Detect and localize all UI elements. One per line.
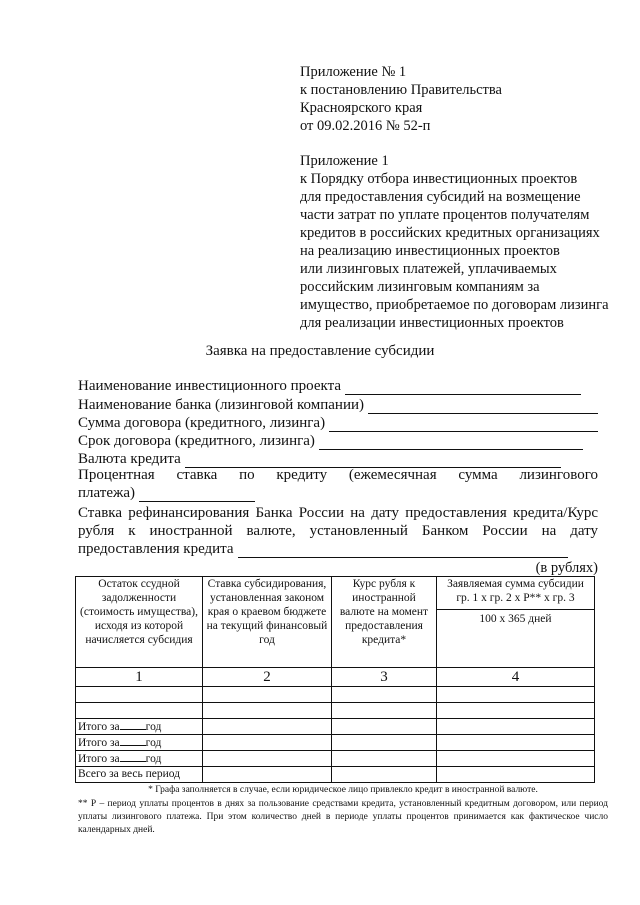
word: на (541, 523, 557, 539)
column-number: 2 (203, 668, 332, 687)
contract-sum-field[interactable] (78, 414, 598, 432)
total-year-cell (76, 719, 203, 735)
table-cell[interactable] (203, 735, 332, 751)
word: ставка (176, 467, 218, 483)
word: по (239, 467, 255, 483)
interest-rate-field[interactable] (78, 484, 255, 502)
word: иностранной (149, 523, 233, 539)
approval-line: Приложение № 1 (300, 64, 407, 80)
total-year-label: год (145, 753, 162, 765)
approval-line: Приложение 1 (300, 153, 389, 169)
field-label: Сумма договора (кредитного, лизинга) (78, 415, 326, 431)
approval-line: для предоставления субсидий на возмещение (300, 189, 581, 205)
interest-rate-label (78, 466, 598, 484)
refinancing-label-line1 (78, 504, 598, 522)
field-label: Срок договора (кредитного, лизинга) (78, 433, 315, 449)
approval-line: на реализацию инвестиционных проектов (300, 243, 560, 259)
approval-line: от 09.02.2016 № 52-п (300, 118, 431, 134)
word: дату (371, 505, 399, 521)
footnote-period: ** Р – период уплаты процентов в днях за пользование средствами кредита, установленный кредитным договором, или период уплаты лизингового платежа. При этом количество дней в периоде уплаты процентов принимается как фактическое число календарных дней. (78, 799, 608, 835)
project-name-blank[interactable] (345, 380, 581, 395)
table-cell[interactable] (332, 767, 437, 783)
table-cell[interactable] (203, 703, 332, 719)
word: кредиту (276, 467, 328, 483)
column-numbers-row (76, 668, 595, 687)
contract-term-blank[interactable] (319, 435, 583, 450)
total-year-cell (76, 751, 203, 767)
total-label: Итого за (78, 737, 120, 749)
total-year-cell (76, 735, 203, 751)
column-number: 1 (76, 668, 203, 687)
approval-block-decree (300, 63, 620, 135)
formula-numerator: Заявляемая сумма субсидии гр. 1 х гр. 2 х Р** х гр. 3 (437, 577, 594, 610)
table-cell[interactable] (332, 703, 437, 719)
grand-total-cell: Всего за весь период (76, 767, 203, 783)
table-row (76, 751, 595, 767)
table-row (76, 719, 595, 735)
word: рубля (78, 523, 115, 539)
table-cell[interactable] (437, 719, 595, 735)
refinancing-field[interactable] (78, 540, 568, 558)
contract-sum-blank[interactable] (329, 417, 598, 432)
word: дату (570, 523, 598, 539)
word: России (482, 523, 528, 539)
table-cell[interactable] (332, 735, 437, 751)
field-label: предоставления кредита (78, 541, 234, 557)
table-cell[interactable] (437, 751, 595, 767)
header-cell-exchange: Курс рубля к иностранной валюте на момент предоставления кредита* (332, 577, 437, 668)
table-cell[interactable] (437, 735, 595, 751)
table-row (76, 767, 595, 783)
approval-line: для реализации инвестиционных проектов (300, 315, 564, 331)
header-cell-amount (437, 577, 595, 668)
table-cell[interactable] (332, 687, 437, 703)
footnote-currency: * Графа заполняется в случае, если юридическое лицо привлекло кредит в иностранной валюте. (148, 785, 538, 795)
word: кредита/Курс (512, 505, 598, 521)
table-cell[interactable] (203, 751, 332, 767)
refinancing-blank[interactable] (238, 543, 568, 558)
approval-line: Красноярского края (300, 100, 423, 116)
subsidy-table (75, 576, 595, 783)
table-cell[interactable] (76, 703, 203, 719)
approval-block-procedure (300, 152, 620, 332)
approval-line: или лизинговых платежей, уплачиваемых (300, 261, 557, 277)
table-cell[interactable] (203, 687, 332, 703)
year-blank[interactable] (120, 719, 146, 730)
word: Банком (421, 523, 469, 539)
column-number: 3 (332, 668, 437, 687)
header-cell-rate: Ставка субсидирования, установленная законом края о краевом бюджете на текущий финансовый год (203, 577, 332, 668)
word: России (298, 505, 344, 521)
field-label: платежа) (78, 485, 136, 501)
year-blank[interactable] (120, 751, 146, 762)
word: Ставка (78, 505, 123, 521)
table-cell[interactable] (203, 719, 332, 735)
field-label: Валюта кредита (78, 451, 181, 467)
total-year-label: год (145, 721, 162, 733)
table-cell[interactable] (76, 687, 203, 703)
word: рефинансирования (128, 505, 250, 521)
units-note: (в рублях) (535, 560, 598, 576)
table-row (76, 687, 595, 703)
table-cell[interactable] (332, 719, 437, 735)
document-title: Заявка на предоставление субсидии (205, 343, 435, 359)
approval-line: имущество, приобретаемое по договорам лизинга (300, 297, 609, 313)
field-label: Наименование банка (лизинговой компании) (78, 397, 365, 413)
bank-name-field[interactable] (78, 396, 598, 414)
project-name-field[interactable] (78, 377, 598, 395)
header-cell-balance: Остаток ссудной задолженности (стоимость имущества), исходя из которой начисляется субсидия (76, 577, 203, 668)
approval-line: части затрат по уплате процентов получателям (300, 207, 590, 223)
word: (ежемесячная (348, 467, 437, 483)
table-cell[interactable] (332, 751, 437, 767)
word: валюте, (246, 523, 296, 539)
table-row (76, 703, 595, 719)
total-year-label: год (145, 737, 162, 749)
table-cell[interactable] (437, 703, 595, 719)
formula-denominator: 100 х 365 дней (479, 613, 552, 625)
word: установленный (309, 523, 408, 539)
word: сумма (458, 467, 498, 483)
word: на (350, 505, 365, 521)
approval-line: российским лизинговым компаниям за (300, 279, 540, 295)
approval-line: к Порядку отбора инвестиционных проектов (300, 171, 578, 187)
year-blank[interactable] (120, 735, 146, 746)
contract-term-field[interactable] (78, 432, 598, 450)
word: Процентная (78, 467, 155, 483)
word: к (128, 523, 136, 539)
field-label: Наименование инвестиционного проекта (78, 378, 342, 394)
approval-line: кредитов в российских кредитных организациях (300, 225, 600, 241)
table-cell[interactable] (203, 767, 332, 783)
word: Банка (255, 505, 293, 521)
table-header-row (76, 577, 595, 668)
approval-line: к постановлению Правительства (300, 82, 502, 98)
total-label: Итого за (78, 721, 120, 733)
total-label: Итого за (78, 753, 120, 765)
table-cell[interactable] (437, 687, 595, 703)
bank-name-blank[interactable] (368, 399, 598, 414)
interest-rate-blank[interactable] (139, 487, 255, 502)
word: предоставления (405, 505, 507, 521)
table-row (76, 735, 595, 751)
table-cell[interactable] (437, 767, 595, 783)
word: лизингового (519, 467, 598, 483)
refinancing-label-line2 (78, 522, 598, 540)
column-number: 4 (437, 668, 595, 687)
